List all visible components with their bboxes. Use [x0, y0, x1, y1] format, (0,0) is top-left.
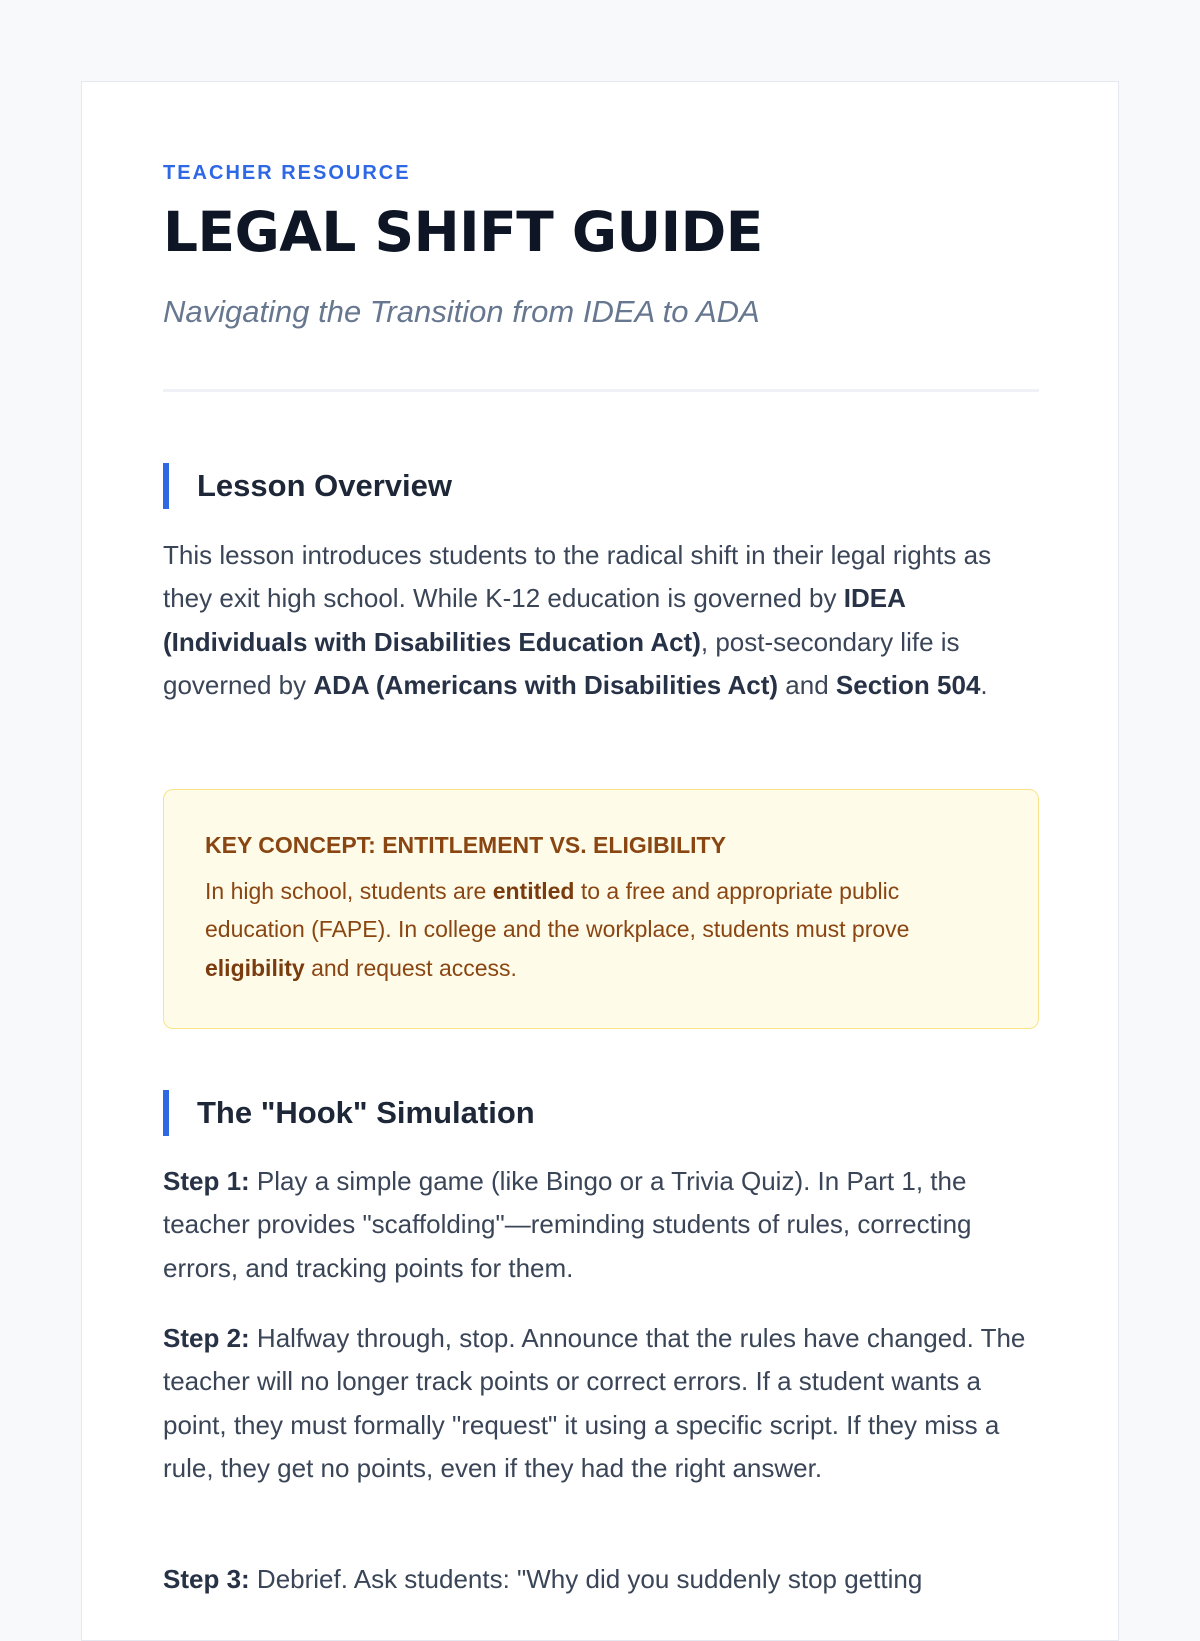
- overview-text: This lesson introduces students to the radical shift in their legal rights as they exit high school. While K-12 education is governed by: [163, 540, 992, 614]
- step-1-text: Play a simple game (like Bingo or a Trivia Quiz). In Part 1, the teacher provides "scaffolding"—reminding students of rules, correcting errors, and tracking points for them.: [163, 1166, 972, 1283]
- overview-text: and: [778, 669, 836, 700]
- callout-text-part: to a free and appropriate public education (FAPE). In college and the workplace, students must prove: [205, 878, 910, 943]
- key-concept-callout: [163, 789, 1039, 1029]
- page-subtitle: Navigating the Transition from IDEA to ADA: [163, 294, 760, 329]
- page-title: LEGAL SHIFT GUIDE: [163, 200, 763, 264]
- step-2-paragraph: [163, 1317, 1043, 1490]
- ada-term: ADA (Americans with Disabilities Act): [313, 669, 779, 700]
- callout-text-part: and request access.: [304, 954, 517, 981]
- idea-term: IDEA (Individuals with Disabilities Education Act): [163, 583, 905, 657]
- step-3-label: Step 3:: [163, 1564, 250, 1594]
- entitled-term: entitled: [492, 878, 575, 904]
- callout-text: [205, 872, 995, 987]
- section-504-term: Section 504: [835, 669, 981, 700]
- step-3-paragraph: [163, 1558, 1043, 1601]
- callout-title: KEY CONCEPT: ENTITLEMENT VS. ELIGIBILITY: [205, 832, 726, 858]
- overview-paragraph: [163, 534, 1043, 707]
- callout-text-part: In high school, students are: [205, 878, 493, 904]
- step-2-text: Halfway through, stop. Announce that the rules have changed. The teacher will no longer track points or correct errors. If a student wants a point, they must formally "request" it using a specific script. If they miss a rule, they get no points, even if they had the right answer.: [163, 1323, 1026, 1483]
- section-heading-overview: Lesson Overview: [163, 463, 1039, 509]
- overview-text: .: [980, 669, 988, 700]
- eligibility-term: eligibility: [205, 954, 305, 981]
- document-card: [81, 81, 1119, 1641]
- section-heading-hook: The "Hook" Simulation: [163, 1090, 1039, 1136]
- step-3-text: Debrief. Ask students: "Why did you suddenly stop getting: [249, 1564, 923, 1594]
- step-2-label: Step 2:: [163, 1323, 250, 1353]
- eyebrow-label: TEACHER RESOURCE: [163, 162, 411, 184]
- step-1-paragraph: [163, 1160, 1043, 1290]
- header-divider: [163, 389, 1039, 392]
- step-1-label: Step 1:: [163, 1166, 250, 1196]
- overview-text: , post-secondary life is governed by: [163, 626, 960, 700]
